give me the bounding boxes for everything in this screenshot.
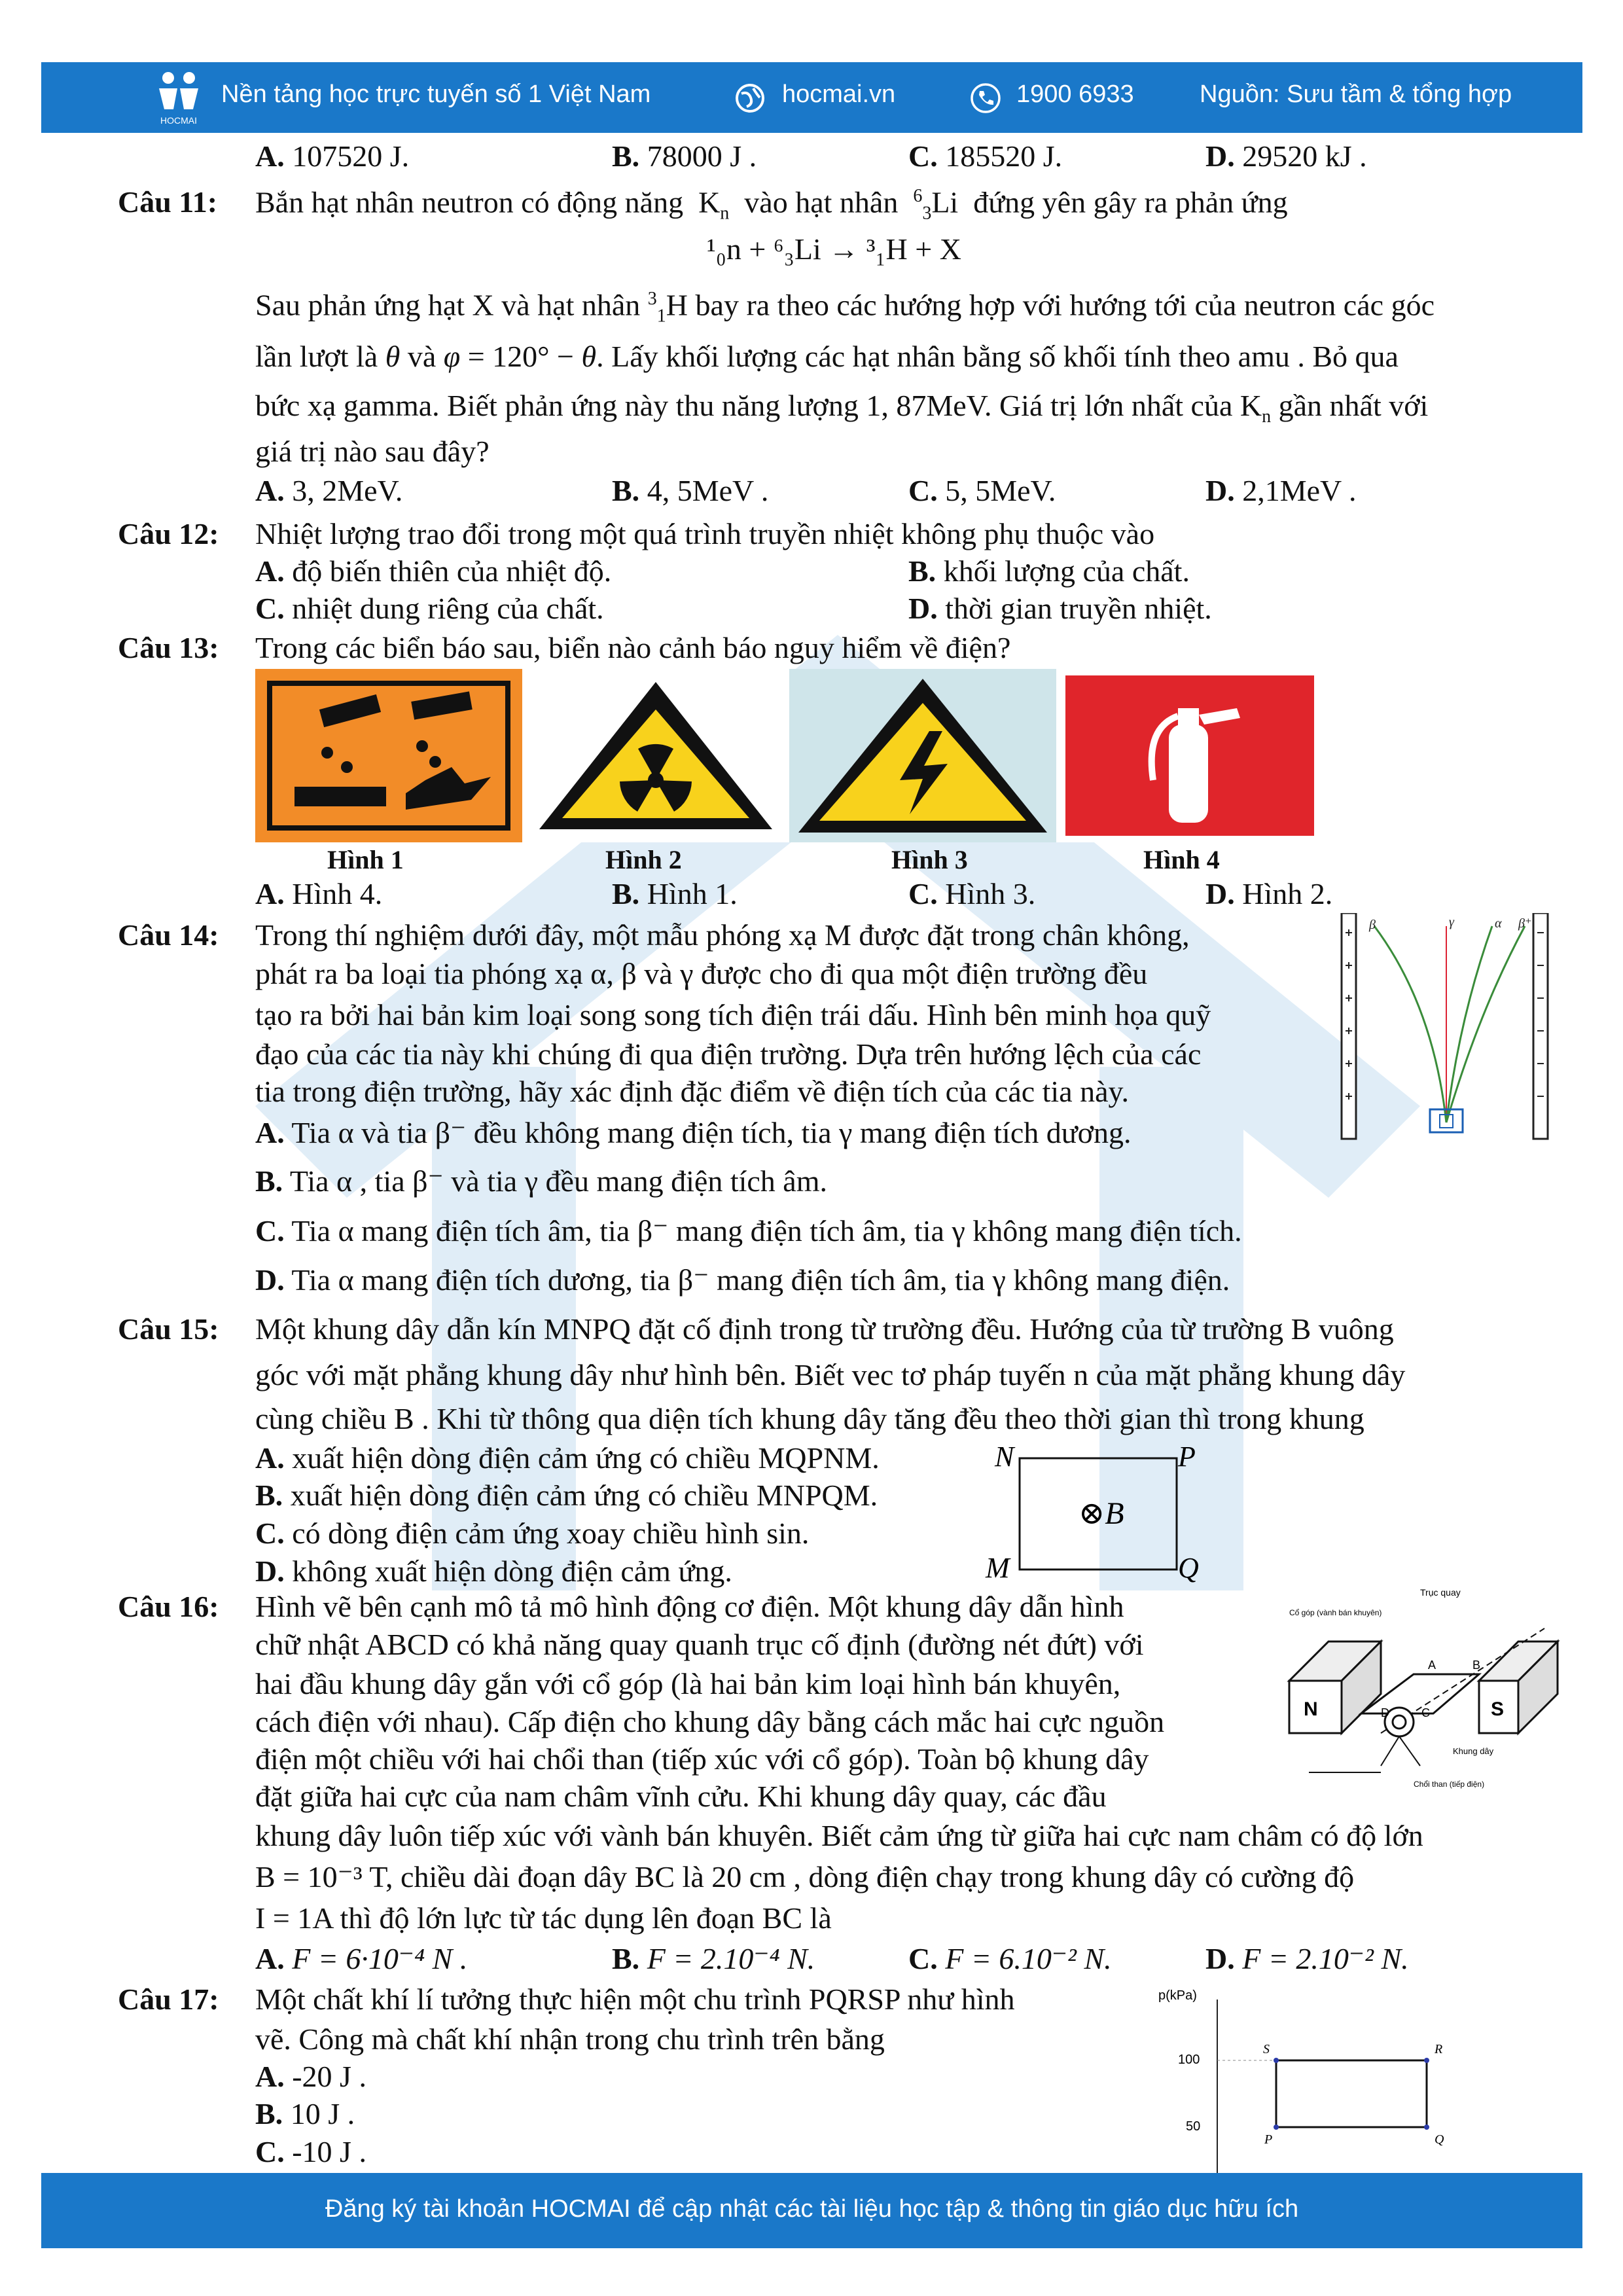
q13-label: Câu 13: [118, 631, 219, 664]
q12-stem: Nhiệt lượng trao đổi trong một quá trình truyền nhiệt không phụ thuộc vào [255, 517, 1155, 550]
q16-line6: đặt giữa hai cực của nam châm vĩnh cửu. Khi khung dây quay, các đầu [255, 1780, 1107, 1813]
q14-line1: Trong thí nghiệm dưới đây, một mẫu phóng xạ M được đặt trong chân không, [255, 918, 1190, 952]
q17-line2: vẽ. Công mà chất khí nhận trong chu trình trên bằng [255, 2022, 885, 2056]
svg-text:β⁺: β⁺ [1518, 916, 1532, 931]
q11-option-d[interactable]: D. 2,1MeV . [1205, 474, 1357, 507]
svg-text:P: P [1178, 1441, 1196, 1473]
svg-text:Trục quay: Trục quay [1420, 1587, 1461, 1598]
corrosive-sign-icon [255, 669, 522, 842]
svg-text:P: P [1264, 2132, 1273, 2147]
q12-option-b[interactable]: B. khối lượng của chất. [908, 554, 1190, 588]
q11-option-a[interactable]: A. 3, 2MeV. [255, 474, 403, 507]
hocmai-logo-icon [152, 69, 205, 128]
svg-text:R: R [1435, 2042, 1443, 2056]
q11-option-c[interactable]: C. 5, 5MeV. [908, 474, 1056, 507]
q11-line3: lần lượt là θ và φ = 120° − θ. Lấy khối lượng các hạt nhân bằng số khối tính theo amu . Bỏ qua [255, 340, 1399, 373]
q15-line3: cùng chiều B . Khi từ thông qua diện tích khung dây tăng đều theo thời gian thì trong khung [255, 1402, 1364, 1435]
q17-option-b[interactable]: B. 10 J . [255, 2097, 355, 2130]
svg-text:Khung dây: Khung dây [1453, 1746, 1494, 1756]
q16-line7: khung dây luôn tiếp xúc với vành bán khuyên. Biết cảm ứng từ giữa hai cực nam châm có độ lớn [255, 1819, 1423, 1852]
header-tagline: Nền tảng học trực tuyến số 1 Việt Nam [221, 81, 651, 108]
q16-line1: Hình vẽ bên cạnh mô tả mô hình động cơ điện. Một khung dây dẫn hình [255, 1590, 1124, 1623]
q11-reaction: ¹₀n + ⁶₃Li → ³₁H + X [707, 232, 961, 266]
sign-caption-2: Hình 2 [605, 845, 682, 874]
q11-label: Câu 11: [118, 185, 218, 219]
q15-option-a[interactable]: A. xuất hiện dòng điện cảm ứng có chiều MQPNM. [255, 1441, 880, 1475]
svg-text:⊗B: ⊗B [1079, 1496, 1124, 1531]
q15-line1: Một khung dây dẫn kín MNPQ đặt cố định trong từ trường đều. Hướng của từ trường B vuông [255, 1312, 1394, 1346]
coil-frame-figure [982, 1440, 1230, 1584]
q14-line5: tia trong điện trường, hãy xác định đặc điểm về điện tích của các tia này. [255, 1075, 1130, 1108]
q16-option-b[interactable]: B. F = 2.10⁻⁴ N. [612, 1942, 815, 1975]
q11-option-b[interactable]: B. 4, 5MeV . [612, 474, 769, 507]
svg-text:100: 100 [1178, 2053, 1200, 2067]
q16-line5: điện một chiều với hai chổi than (tiếp xúc với cổ góp). Toàn bộ khung dây [255, 1742, 1149, 1776]
q15-option-d[interactable]: D. không xuất hiện dòng điện cảm ứng. [255, 1554, 732, 1588]
q12-option-a[interactable]: A. độ biến thiên của nhiệt độ. [255, 554, 612, 588]
q14-label: Câu 14: [118, 918, 219, 952]
q17-option-a[interactable]: A. -20 J . [255, 2060, 366, 2093]
q10-option-a[interactable]: A. 107520 J. [255, 139, 410, 173]
q10-option-c[interactable]: C. 185520 J. [908, 139, 1063, 173]
q10-option-d[interactable]: D. 29520 kJ . [1205, 139, 1367, 173]
q11-line4: bức xạ gamma. Biết phản ứng này thu năng lượng 1, 87MeV. Giá trị lớn nhất của $K_n$ gần nhất với [255, 389, 1429, 427]
electrical-hazard-sign-icon [789, 669, 1056, 842]
q12-label: Câu 12: [118, 517, 219, 550]
q17-label: Câu 17: [118, 1982, 219, 2016]
svg-text:Cổ góp (vành bán khuyên): Cổ góp (vành bán khuyên) [1289, 1608, 1382, 1617]
q16-line4: cách điện với nhau). Cấp điện cho khung dây bằng cách mắc hai cực nguồn [255, 1705, 1165, 1738]
q14-option-b[interactable]: B. Tia α , tia β⁻ và tia γ đều mang điện tích âm. [255, 1164, 828, 1198]
sign-caption-4: Hình 4 [1143, 845, 1220, 874]
q15-label: Câu 15: [118, 1312, 219, 1346]
q13-stem: Trong các biển báo sau, biển nào cảnh báo nguy hiểm về điện? [255, 631, 1011, 664]
header-bar [41, 62, 1582, 133]
footer-bar [41, 2173, 1582, 2248]
radiation-deflection-figure [1329, 913, 1561, 1145]
svg-text:A: A [1428, 1659, 1436, 1672]
q16-line2: chữ nhật ABCD có khả năng quay quanh trục cố định (đường nét đứt) với [255, 1628, 1144, 1661]
q16-label: Câu 16: [118, 1590, 219, 1623]
q14-line3: tạo ra bởi hai bản kim loại song song tích điện trái dấu. Hình bên minh họa quỹ [255, 998, 1211, 1031]
svg-text:γ: γ [1449, 915, 1454, 929]
warning-signs-figure [255, 669, 1329, 842]
svg-text:B: B [1472, 1659, 1481, 1672]
svg-text:HOCMAI: HOCMAI [160, 115, 197, 126]
q11-line5: giá trị nào sau đây? [255, 435, 490, 468]
q14-option-c[interactable]: C. Tia α mang điện tích âm, tia β⁻ mang điện tích âm, tia γ không mang điện tích. [255, 1214, 1242, 1247]
q11-line1: Bắn hạt nhân neutron có động năng $K_n$ vào hạt nhân $^6_3$Li đứng yên gây ra phản ứng [255, 185, 1288, 224]
electric-motor-figure [1283, 1583, 1564, 1799]
phone-icon [969, 82, 1002, 115]
q16-line3: hai đầu khung dây gắn với cổ góp (là hai bản kim loại hình bán khuyên, [255, 1667, 1121, 1700]
svg-text:N: N [1304, 1698, 1318, 1720]
globe-icon [734, 82, 766, 115]
svg-text:D: D [1381, 1706, 1389, 1719]
q13-option-a[interactable]: A. Hình 4. [255, 877, 383, 910]
q16-option-a[interactable]: A. F = 6·10⁻⁴ N . [255, 1942, 468, 1975]
radiation-sign-icon [522, 669, 789, 842]
q16-line8: B = 10⁻³ T, chiều dài đoạn dây BC là 20 cm , dòng điện chạy trong khung dây có cường độ [255, 1860, 1355, 1893]
svg-text:C: C [1421, 1706, 1430, 1719]
q12-option-d[interactable]: D. thời gian truyền nhiệt. [908, 592, 1212, 625]
svg-text:S: S [1491, 1698, 1505, 1720]
sign-caption-1: Hình 1 [327, 845, 404, 874]
header-phone[interactable]: 1900 6933 [1016, 81, 1134, 108]
svg-text:Q: Q [1178, 1552, 1199, 1584]
q16-option-d[interactable]: D. F = 2.10⁻² N. [1205, 1942, 1409, 1975]
pv-cycle-chart [1152, 1980, 1479, 2173]
q14-option-a[interactable]: A. Tia α và tia β⁻ đều không mang điện tích, tia γ mang điện tích dương. [255, 1116, 1132, 1149]
q15-option-c[interactable]: C. có dòng điện cảm ứng xoay chiều hình sin. [255, 1516, 810, 1550]
q13-option-b[interactable]: B. Hình 1. [612, 877, 738, 910]
q16-line9: I = 1A thì độ lớn lực từ tác dụng lên đoạn BC là [255, 1901, 832, 1935]
q10-option-b[interactable]: B. 78000 J . [612, 139, 757, 173]
q14-line4: đạo của các tia này khi chúng đi qua điện trường. Dựa trên hướng lệch của các [255, 1037, 1202, 1071]
q15-line2: góc với mặt phẳng khung dây như hình bên. Biết vec tơ pháp tuyến n của mặt phẳng khung dây [255, 1358, 1406, 1391]
q17-option-c[interactable]: C. -10 J . [255, 2135, 366, 2168]
header-source: Nguồn: Sưu tầm & tổng hợp [1200, 81, 1512, 108]
svg-text:50: 50 [1186, 2119, 1201, 2134]
q13-option-d[interactable]: D. Hình 2. [1205, 877, 1333, 910]
svg-text:N: N [995, 1441, 1014, 1473]
q16-option-c[interactable]: C. F = 6.10⁻² N. [908, 1942, 1112, 1975]
header-website[interactable]: hocmai.vn [782, 81, 896, 108]
q14-line2: phát ra ba loại tia phóng xạ α, β và γ được cho đi qua một điện trường đều [255, 957, 1148, 990]
q15-option-b[interactable]: B. xuất hiện dòng điện cảm ứng có chiều MNPQM. [255, 1479, 878, 1512]
svg-text:α: α [1495, 916, 1502, 931]
svg-text:Chổi than (tiếp điện): Chổi than (tiếp điện) [1414, 1780, 1485, 1789]
svg-text:β: β [1369, 918, 1376, 932]
svg-text:M: M [986, 1552, 1010, 1584]
q17-line1: Một chất khí lí tưởng thực hiện một chu trình PQRSP như hình [255, 1982, 1015, 2016]
fire-extinguisher-sign-icon [1056, 669, 1323, 842]
q12-option-c[interactable]: C. nhiệt dung riêng của chất. [255, 592, 604, 625]
svg-text:S: S [1263, 2042, 1270, 2056]
footer-text[interactable]: Đăng ký tài khoản HOCMAI để cập nhật các tài liệu học tập & thông tin giáo dục hữu ích [325, 2195, 1299, 2223]
q14-option-d[interactable]: D. Tia α mang điện tích dương, tia β⁻ mang điện tích âm, tia γ không mang điện. [255, 1263, 1230, 1297]
svg-text:p(kPa): p(kPa) [1158, 1988, 1197, 2003]
sign-caption-3: Hình 3 [891, 845, 968, 874]
svg-text:Q: Q [1435, 2132, 1444, 2147]
q11-line2: Sau phản ứng hạt X và hạt nhân $^3_1$H bay ra theo các hướng hợp với hướng tới của neutron các góc [255, 288, 1435, 327]
q13-option-c[interactable]: C. Hình 3. [908, 877, 1036, 910]
